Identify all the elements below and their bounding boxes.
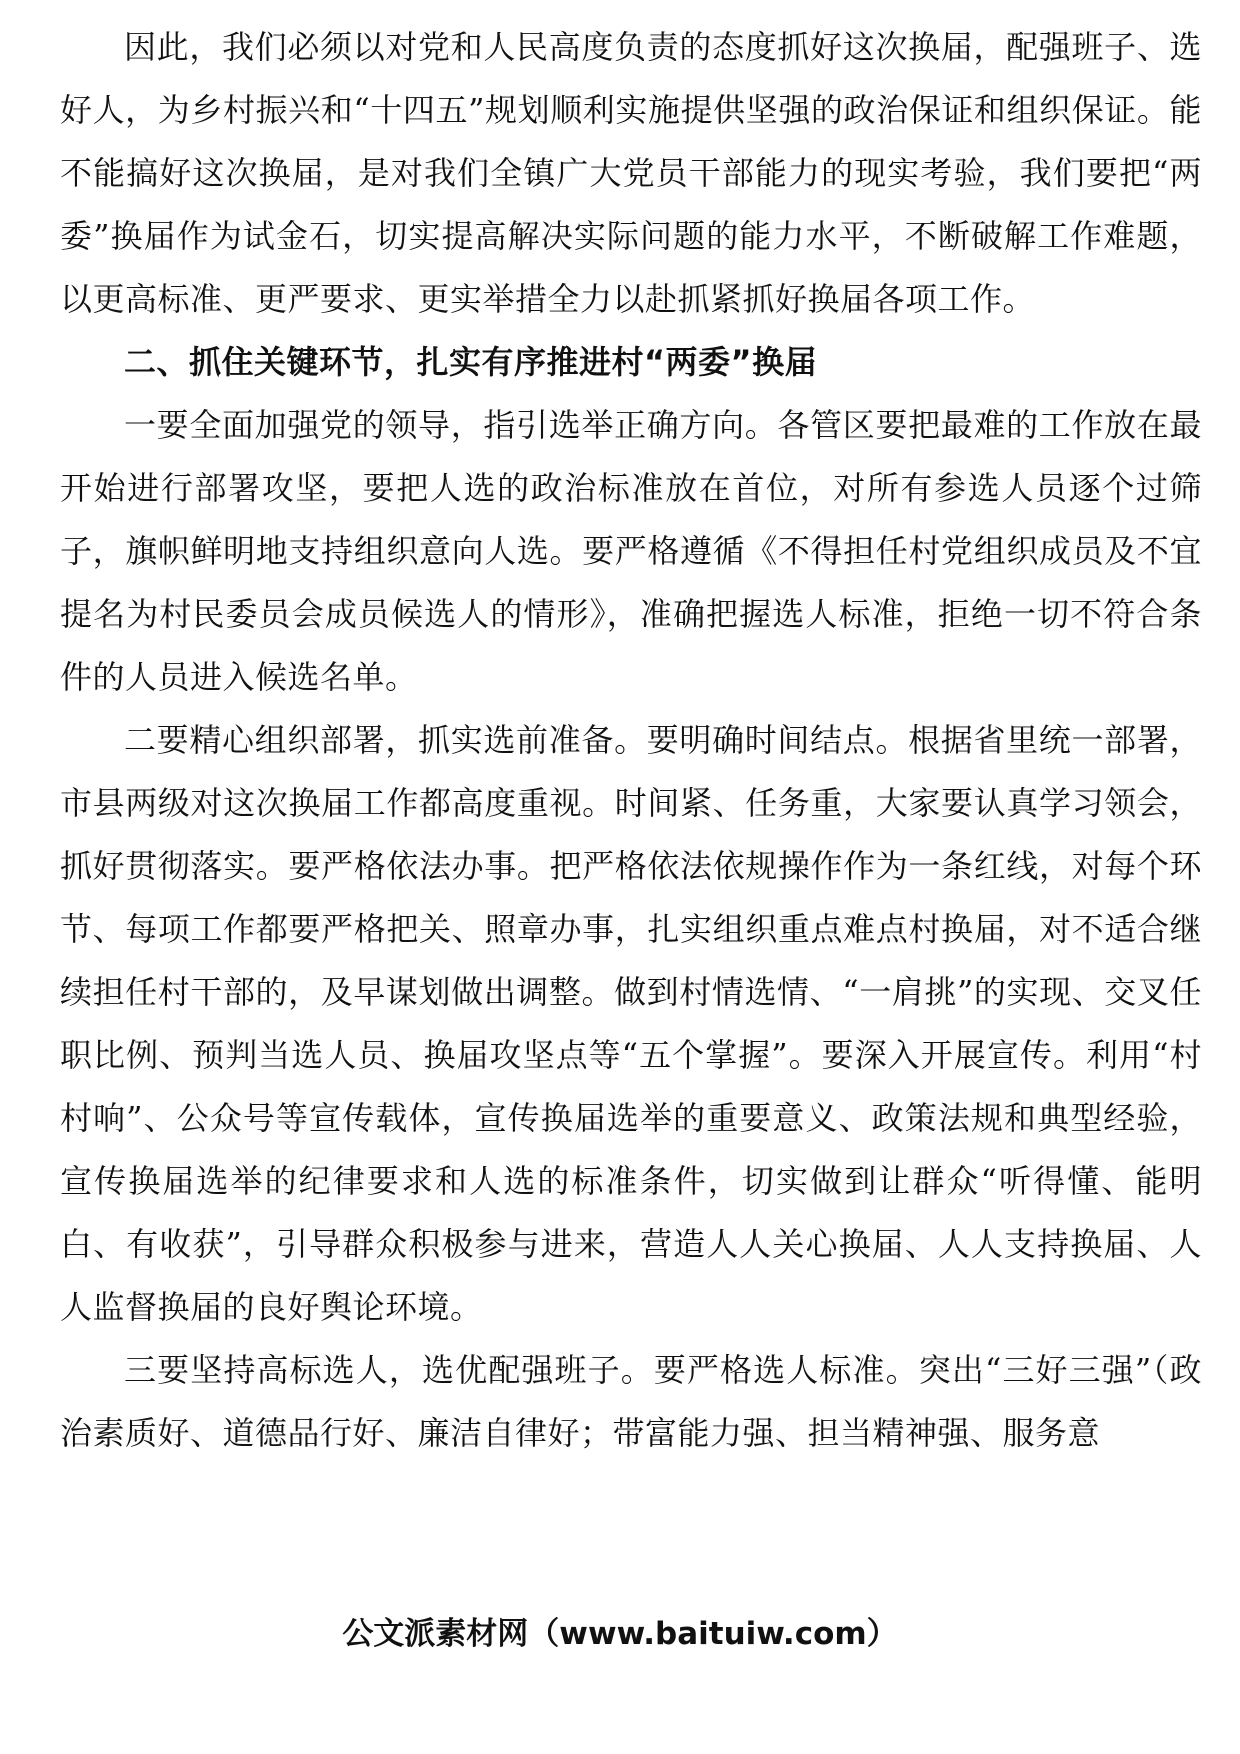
document-body [60,16,1202,1465]
section-heading: 二、抓住关键环节，扎实有序推进村“两委”换届 [124,343,818,381]
paragraph-three: 三要坚持高标选人，选优配强班子。要严格选人标准。突出“三好三强”（政治素质好、道德品行好、廉洁自律好；带富能力强、担当精神强、服务意 [60,1351,1202,1452]
paragraph-two: 二要精心组织部署，抓实选前准备。要明确时间结点。根据省里统一部署，市县两级对这次换届工作都高度重视。时间紧、任务重，大家要认真学习领会，抓好贯彻落实。要严格依法办事。把严格依法依规操作作为一条红线，对每个环节、每项工作都要严格把关、照章办事，扎实组织重点难点村换届，对不适合继续担任村干部的，及早谋划做出调整。做到村情选情、“一肩挑”的实现、交叉任职比例、预判当选人员、换届攻坚点等“五个掌握”。要深入开展宣传。利用“村村响”、公众号等宣传载体，宣传换届选举的重要意义、政策法规和典型经验，宣传换届选举的纪律要求和人选的标准条件，切实做到让群众“听得懂、能明白、有收获”，引导群众积极参与进来，营造人人关心换届、人人支持换届、人人监督换届的良好舆论环境。 [60,721,1202,1326]
paragraph-one: 一要全面加强党的领导，指引选举正确方向。各管区要把最难的工作放在最开始进行部署攻坚，要把人选的政治标准放在首位，对所有参选人员逐个过筛子，旗帜鲜明地支持组织意向人选。要严格遵循《不得担任村党组织成员及不宜提名为村民委员会成员候选人的情形》，准确把握选人标准，拒绝一切不符合条件的人员进入候选名单。 [60,406,1202,696]
page-footer: 公文派素材网（www.baituiw.com） [342,1616,898,1652]
paragraph-intro: 因此，我们必须以对党和人民高度负责的态度抓好这次换届，配强班子、选好人，为乡村振兴和“十四五”规划顺利实施提供坚强的政治保证和组织保证。能不能搞好这次换届，是对我们全镇广大党员干部能力的现实考验，我们要把“两委”换届作为试金石，切实提高解决实际问题的能力水平，不断破解工作难题，以更高标准、更严要求、更实举措全力以赴抓紧抓好换届各项工作。 [60,28,1202,318]
